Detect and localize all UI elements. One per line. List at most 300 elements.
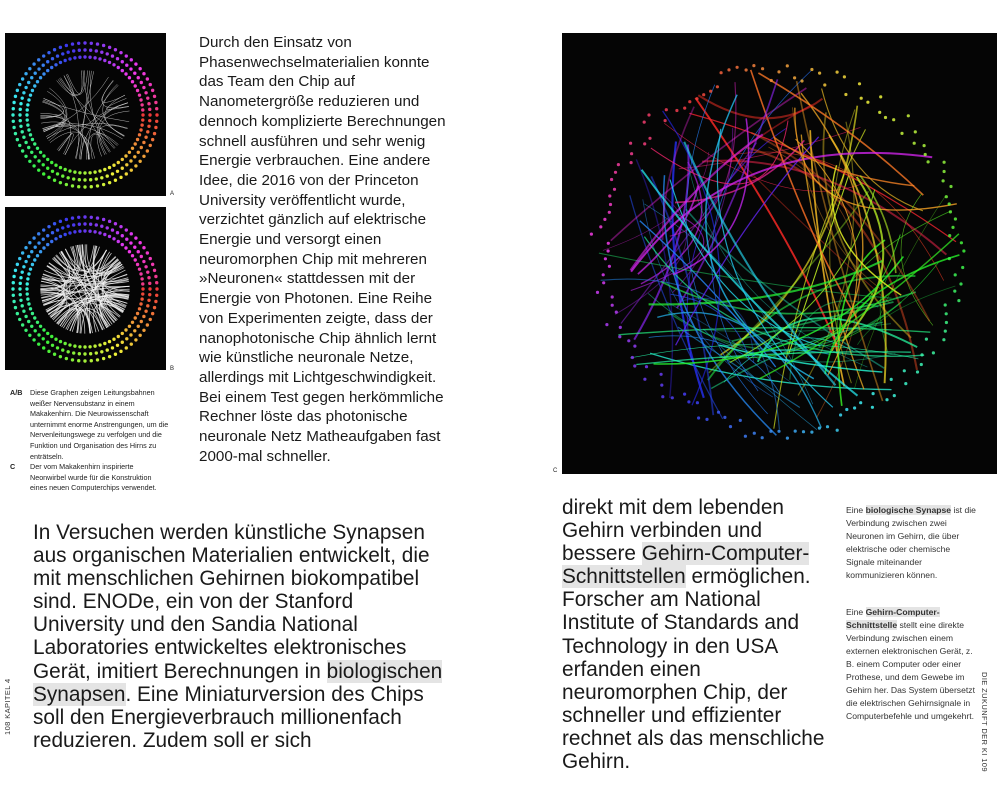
graph-node <box>108 181 111 184</box>
graph-node <box>121 341 124 344</box>
vortex-dot <box>702 93 705 96</box>
graph-node <box>21 96 24 99</box>
graph-node <box>134 84 137 87</box>
vortex-dot <box>903 369 906 372</box>
graph-node <box>68 169 71 172</box>
graph-node <box>148 282 151 285</box>
graph-node <box>37 67 40 70</box>
vortex-dot <box>603 218 606 221</box>
graph-node <box>77 216 80 219</box>
graph-node <box>147 299 150 302</box>
graph-node <box>144 310 147 313</box>
vortex-dot <box>723 416 726 419</box>
graph-node <box>21 304 24 307</box>
graph-link <box>64 76 109 153</box>
graph-node <box>96 184 99 187</box>
graph-node <box>102 44 105 47</box>
vortex-dot <box>683 393 686 396</box>
graph-node <box>54 63 57 66</box>
graph-node <box>63 342 66 345</box>
graph-node <box>47 51 50 54</box>
graph-node <box>33 316 36 319</box>
graph-node <box>25 113 28 116</box>
graph-node <box>142 86 145 89</box>
graph-node <box>59 220 62 223</box>
page-footer-left: 108 KAPITEL 4 <box>3 678 12 735</box>
graph-node <box>149 257 152 260</box>
vortex-dot <box>878 111 881 114</box>
graph-node <box>22 310 25 313</box>
right-large-text <box>562 496 832 773</box>
glossary-entry-synapse <box>846 504 976 582</box>
graph-node <box>12 294 15 297</box>
vortex-dot <box>615 311 618 314</box>
graph-node <box>121 243 124 246</box>
graph-node <box>98 57 101 60</box>
graph-node <box>28 241 31 244</box>
graph-node <box>28 334 31 337</box>
figure-a-circular-graph <box>5 33 166 196</box>
vortex-dot <box>688 100 691 103</box>
graph-node <box>78 56 81 59</box>
graph-node <box>130 342 133 345</box>
graph-node <box>12 281 15 284</box>
graph-node <box>121 69 124 72</box>
graph-node <box>26 297 29 300</box>
graph-node <box>78 352 81 355</box>
graph-node <box>30 151 33 154</box>
graph-node <box>112 164 115 167</box>
graph-node <box>72 351 75 354</box>
graph-node <box>73 344 76 347</box>
graph-node <box>27 320 30 323</box>
graph-node <box>106 226 109 229</box>
vortex-dot <box>645 365 648 368</box>
graph-node <box>114 48 117 51</box>
vortex-dot <box>823 83 826 86</box>
graph-node <box>29 307 32 310</box>
graph-link <box>65 103 128 155</box>
graph-node <box>149 144 152 147</box>
vortex-dot <box>736 66 739 69</box>
graph-node <box>83 352 86 355</box>
graph-node <box>21 323 24 326</box>
graph-node <box>27 272 30 275</box>
graph-node <box>89 178 92 181</box>
graph-node <box>42 172 45 175</box>
vortex-dot <box>844 93 847 96</box>
graph-node <box>19 119 22 122</box>
graph-node <box>37 58 40 61</box>
vortex-dot <box>948 257 951 260</box>
graph-node <box>19 108 22 111</box>
graph-node <box>77 42 80 45</box>
graph-node <box>42 163 45 166</box>
graph-node <box>50 161 53 164</box>
graph-node <box>14 269 17 272</box>
graph-node <box>106 174 109 177</box>
graph-node <box>46 60 49 63</box>
vortex-dot <box>647 113 650 116</box>
graph-node <box>24 155 27 158</box>
graph-node <box>19 276 22 279</box>
graph-node <box>21 149 24 152</box>
glossary-term-bci: Gehirn-Computer-Schnittstelle <box>846 607 940 630</box>
graph-node <box>137 325 140 328</box>
vortex-dot <box>904 382 907 385</box>
graph-node <box>77 359 80 362</box>
vortex-dot <box>860 97 863 100</box>
graph-node <box>121 60 124 63</box>
graph-node <box>155 287 158 290</box>
graph-node <box>140 81 143 84</box>
graph-node <box>78 223 81 226</box>
graph-node <box>131 321 134 324</box>
vortex-dot <box>954 273 957 276</box>
graph-node <box>111 228 114 231</box>
graph-node <box>134 338 137 341</box>
graph-node <box>24 72 27 75</box>
graph-node <box>19 125 22 128</box>
vortex-dot <box>962 249 965 252</box>
graph-node <box>54 164 57 167</box>
graph-node <box>88 171 91 174</box>
graph-node <box>71 184 74 187</box>
graph-node <box>18 287 21 290</box>
graph-node <box>12 107 15 110</box>
vortex-dot <box>843 75 846 78</box>
vortex-dot <box>599 225 602 228</box>
graph-node <box>88 230 91 233</box>
graph-node <box>144 136 147 139</box>
graph-node <box>42 238 45 241</box>
vortex-dot <box>954 217 957 220</box>
vortex-dot <box>643 378 646 381</box>
graph-node <box>21 77 24 80</box>
vortex-dot <box>611 304 614 307</box>
graph-node <box>26 292 29 295</box>
graph-node <box>31 138 34 141</box>
graph-node <box>119 350 122 353</box>
left-large-text <box>33 521 445 752</box>
graph-node <box>36 321 39 324</box>
vortex-dot <box>943 170 946 173</box>
vortex-dot <box>602 273 605 276</box>
vortex-dot <box>705 418 708 421</box>
vortex-arc <box>751 70 857 318</box>
graph-node <box>42 346 45 349</box>
graph-node <box>142 260 145 263</box>
graph-node <box>93 344 96 347</box>
graph-node <box>155 281 158 284</box>
graph-node <box>141 287 144 290</box>
graph-node <box>27 146 30 149</box>
graph-node <box>83 171 86 174</box>
vortex-dot <box>913 142 916 145</box>
vortex-dot <box>884 116 887 119</box>
graph-node <box>116 57 119 60</box>
graph-node <box>134 164 137 167</box>
graph-node <box>133 155 136 158</box>
graph-node <box>37 241 40 244</box>
graph-node <box>78 171 81 174</box>
graph-node <box>73 170 76 173</box>
graph-node <box>42 337 45 340</box>
graph-node <box>141 108 144 111</box>
vortex-dot <box>627 339 630 342</box>
vortex-dot <box>611 295 614 298</box>
vortex-dot <box>631 356 634 359</box>
graph-node <box>137 250 140 253</box>
vortex-dot <box>619 326 622 329</box>
graph-node <box>54 338 57 341</box>
vortex-dot <box>949 210 952 213</box>
graph-node <box>39 76 42 79</box>
graph-node <box>151 89 154 92</box>
vortex-dot <box>752 64 755 67</box>
graph-node <box>18 318 21 321</box>
graph-node <box>149 83 152 86</box>
graph-node <box>153 95 156 98</box>
vortex-dot <box>613 188 616 191</box>
graph-node <box>133 72 136 75</box>
vortex-dot <box>675 109 678 112</box>
graph-node <box>125 54 128 57</box>
vortex-dot <box>949 185 952 188</box>
graph-node <box>128 250 131 253</box>
vortex-dot <box>665 108 668 111</box>
graph-node <box>39 151 42 154</box>
graph-node <box>116 170 119 173</box>
vortex-dot <box>610 178 613 181</box>
graph-node <box>24 315 27 318</box>
graph-node <box>51 170 54 173</box>
vortex-dot <box>633 345 636 348</box>
glossary-term-synapse: biologische Synapse <box>865 505 952 515</box>
graph-node <box>42 228 45 231</box>
graph-node <box>155 113 158 116</box>
graph-node <box>42 72 45 75</box>
graph-node <box>27 128 30 131</box>
graph-node <box>125 346 128 349</box>
vortex-dot <box>810 431 813 434</box>
graph-node <box>18 257 21 260</box>
caption-key-ab: A/B <box>10 388 23 397</box>
graph-node <box>61 348 64 351</box>
vortex-dot <box>608 194 611 197</box>
graph-node <box>146 270 149 273</box>
graph-node <box>142 155 145 158</box>
graph-node <box>59 166 62 169</box>
graph-node <box>102 183 105 186</box>
graph-node <box>42 54 45 57</box>
graph-node <box>114 222 117 225</box>
vortex-dot <box>920 363 923 366</box>
figure-a-label: A <box>170 191 175 197</box>
graph-node <box>61 174 64 177</box>
graph-node <box>47 176 50 179</box>
graph-node <box>78 178 81 181</box>
graph-node <box>138 334 141 337</box>
graph-node <box>46 69 49 72</box>
graph-node <box>144 265 147 268</box>
figure-b-circular-graph <box>5 207 166 370</box>
graph-node <box>139 302 142 305</box>
vortex-dot <box>945 195 948 198</box>
graph-node <box>22 265 25 268</box>
graph-node <box>66 51 69 54</box>
graph-node <box>93 56 96 59</box>
glossary-pre-1: Eine <box>846 505 866 515</box>
vortex-dot <box>866 101 869 104</box>
graph-node <box>103 233 106 236</box>
graph-node <box>140 123 143 126</box>
graph-node <box>46 332 49 335</box>
graph-node <box>148 287 151 290</box>
vortex-dot <box>739 419 742 422</box>
graph-node <box>129 67 132 70</box>
vortex-dot <box>716 85 719 88</box>
graph-node <box>39 250 42 253</box>
graph-node <box>24 86 27 89</box>
graph-node <box>95 351 98 354</box>
graph-node <box>155 107 158 110</box>
vortex-dot <box>777 430 780 433</box>
graph-node <box>30 250 33 253</box>
graph-node <box>95 49 98 52</box>
graph-node <box>21 251 24 254</box>
vortex-dot <box>761 436 764 439</box>
graph-node <box>140 277 143 280</box>
graph-links <box>40 70 129 159</box>
graph-node <box>59 181 62 184</box>
graph-node <box>36 254 39 257</box>
vortex-dot <box>596 291 599 294</box>
graph-node <box>19 102 22 105</box>
vortex-dot <box>777 70 780 73</box>
graph-node <box>112 237 115 240</box>
graph-node <box>34 246 37 249</box>
graph-node <box>89 49 92 52</box>
graph-node <box>100 350 103 353</box>
vortex-dot <box>961 266 964 269</box>
vortex-dot <box>907 114 910 117</box>
graph-node <box>37 342 40 345</box>
vortex-dot <box>943 161 946 164</box>
graph-node <box>154 126 157 129</box>
graph-node <box>19 293 22 296</box>
vortex-dot <box>793 76 796 79</box>
graph-node <box>96 42 99 45</box>
caption-text-c: Der vom Makakenhirn inspirierte Neonwirbel wurde für die Konstruktion eines neuen Computerchips verwendet. <box>30 462 157 493</box>
vortex-dot <box>683 107 686 110</box>
graph-node <box>125 64 128 67</box>
glossary-entry-bci <box>846 606 976 723</box>
vortex-dot <box>945 321 948 324</box>
graph-node <box>26 123 29 126</box>
graph-node <box>83 229 86 232</box>
graph-node <box>33 142 36 145</box>
vortex-dot <box>630 161 633 164</box>
graph-node <box>130 58 133 61</box>
right-text-part2: ermöglichen. Forscher am National Institute of Standards and Technology in den USA erfanden einen neuromorphen Chip, der schneller und effizienter rechnet als das menschliche Gehirn. <box>562 565 825 774</box>
graph-node <box>42 64 45 67</box>
vortex-dot <box>617 163 620 166</box>
graph-node <box>18 113 21 116</box>
graph-node <box>88 345 91 348</box>
graph-node <box>65 357 68 360</box>
graph-node <box>155 120 158 123</box>
graph-node <box>112 63 115 66</box>
graph-node <box>142 246 145 249</box>
vortex-dot <box>643 142 646 145</box>
graph-node <box>12 126 15 129</box>
graph-node <box>134 236 137 239</box>
vortex-dot <box>836 429 839 432</box>
graph-node <box>111 346 114 349</box>
graph-node <box>114 353 117 356</box>
vortex-dot <box>944 330 947 333</box>
graph-node <box>129 241 132 244</box>
graph-node <box>111 54 114 57</box>
body-column-text: Durch den Einsatz von Phasenwechselmaterialien konnte das Team den Chip auf Nanometergröße reduzieren und dennoch komplizierte Berechnungen schnell ausführen und sehr wenig Energie verbrauchen. Eine andere Idee, die 2016 von der Princeton University veröffentlicht wurde, verzichtet gänzlich auf elektrische Energie und versorgt einen neuromorphen Chip mit mehreren »Neuronen« stattdessen mit der Energie von Photonen. Eine Reihe von Experimenten zeigte, dass der nanophotonische Chip ähnlich lernt wie künstliche neuronale Netze, allerdings mit Lichtgeschwindigkeit. Bei einem Test gegen herkömmliche Rechner löste das photonische neuronale Netz Matheaufgaben fast 2000-mal schneller. <box>199 34 446 465</box>
graph-node <box>16 89 19 92</box>
figure-c-svg <box>562 33 997 474</box>
graph-links <box>40 244 129 333</box>
vortex-dot <box>959 282 962 285</box>
graph-node <box>146 251 149 254</box>
vortex-dot <box>859 401 862 404</box>
vortex-dot <box>720 71 723 74</box>
graph-node <box>71 358 74 361</box>
graph-node <box>117 161 120 164</box>
graph-node <box>83 185 86 188</box>
vortex-dot <box>607 249 610 252</box>
graph-node <box>147 102 150 105</box>
vortex-dot <box>664 119 667 122</box>
graph-node <box>103 168 106 171</box>
graph-node <box>131 254 134 257</box>
graph-node <box>63 233 66 236</box>
graph-node <box>61 226 64 229</box>
graph-node <box>144 91 147 94</box>
graph-node <box>138 241 141 244</box>
graph-node <box>32 236 35 239</box>
graph-node <box>66 176 69 179</box>
graph-node <box>112 338 115 341</box>
graph-node <box>138 133 141 136</box>
graph-node <box>136 263 139 266</box>
figure-a-svg <box>5 33 166 196</box>
vortex-dot <box>942 338 945 341</box>
graph-node <box>141 282 144 285</box>
graph-node <box>139 98 142 101</box>
graph-node <box>18 83 21 86</box>
graph-node <box>138 267 141 270</box>
vortex-dot <box>836 71 839 74</box>
graph-node <box>146 96 149 99</box>
graph-node <box>24 246 27 249</box>
graph-node <box>50 335 53 338</box>
graph-node <box>88 56 91 59</box>
graph-node <box>98 231 101 234</box>
graph-node <box>56 228 59 231</box>
graph-node <box>33 84 36 87</box>
graph-node <box>24 329 27 332</box>
graph-node <box>146 77 149 80</box>
graph-node <box>65 44 68 47</box>
graph-node <box>153 306 156 309</box>
